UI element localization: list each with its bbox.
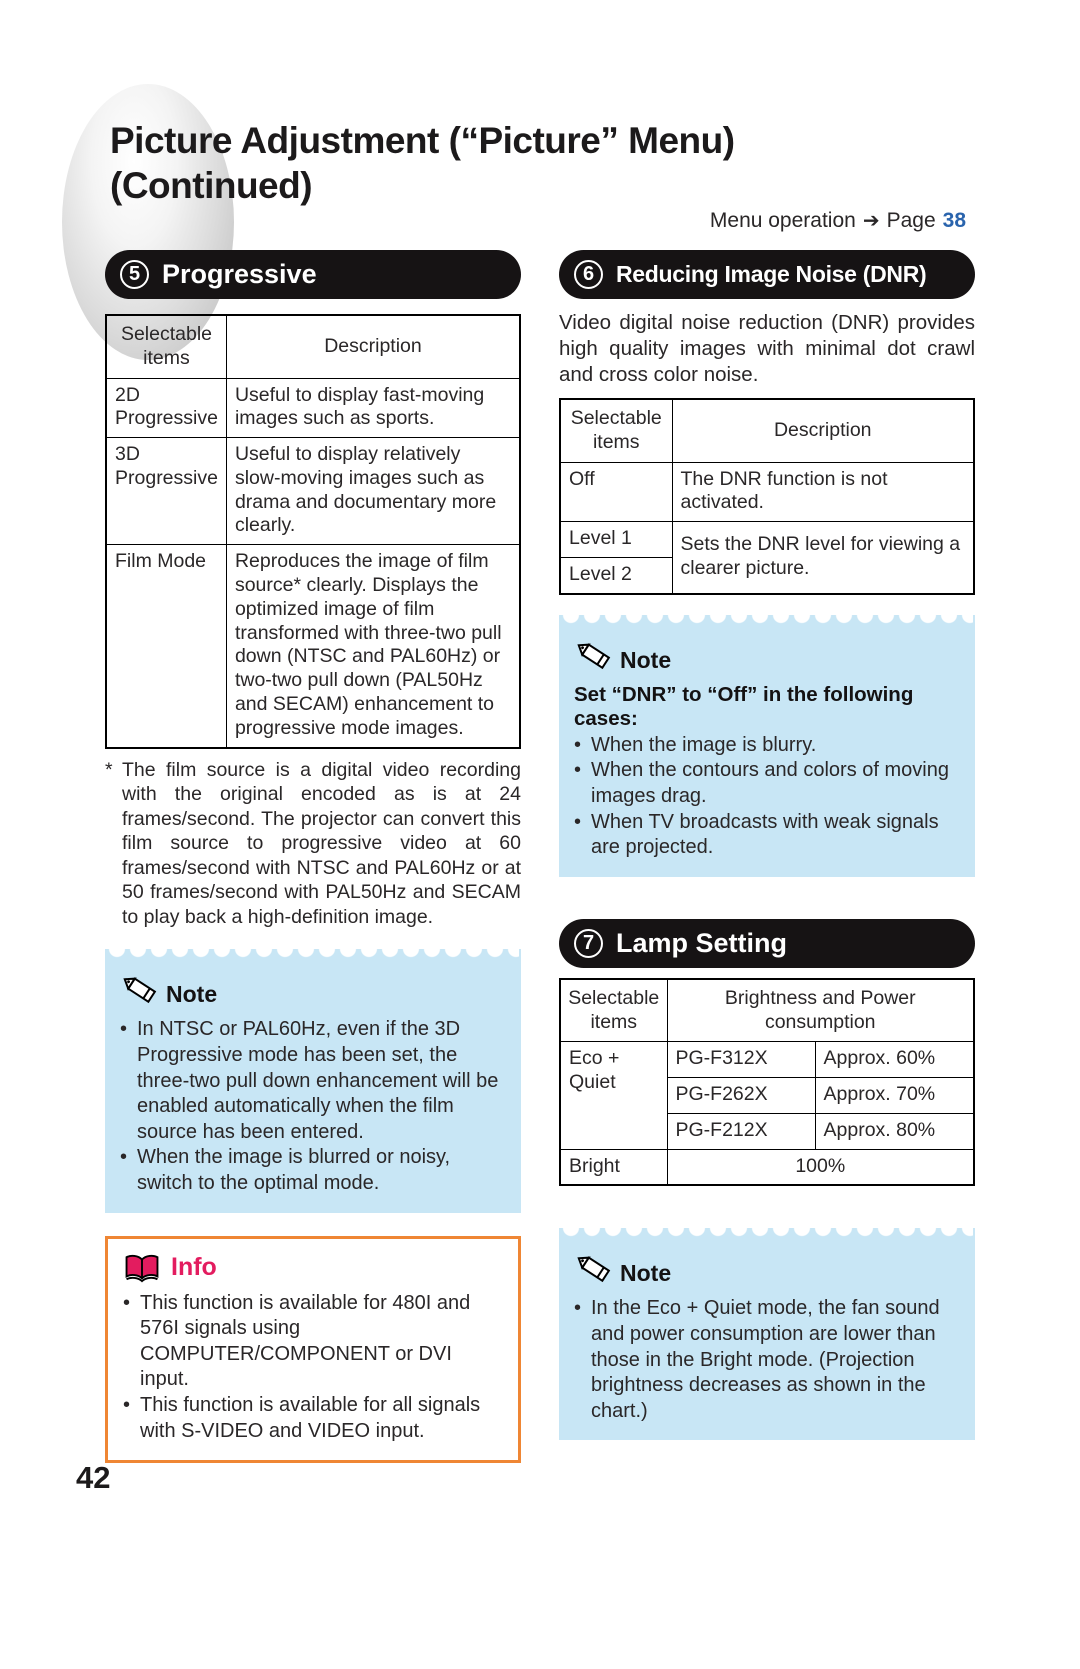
dnr-table xyxy=(559,398,975,595)
page-number: 42 xyxy=(76,1460,111,1495)
section-header-dnr xyxy=(559,250,975,299)
description-cell: Sets the DNR level for viewing a clearer picture. xyxy=(672,522,974,594)
list-item: • When TV broadcasts with weak signals are projected. xyxy=(574,810,960,861)
section-number-badge: 7 xyxy=(574,929,603,958)
note-box-progressive xyxy=(105,949,521,1212)
page-title xyxy=(110,118,735,208)
item-cell: Bright xyxy=(560,1149,667,1185)
two-column-layout xyxy=(105,250,975,1463)
table-row xyxy=(560,462,974,522)
value-cell: Approx. 80% xyxy=(815,1113,974,1149)
item-cell: Eco + Quiet xyxy=(560,1042,667,1149)
note-header xyxy=(574,639,960,675)
note-box-lamp xyxy=(559,1228,975,1440)
list-item: • This function is available for all signals with S-VIDEO and VIDEO input. xyxy=(123,1393,506,1444)
table-header-row xyxy=(560,399,974,462)
section-title: Progressive xyxy=(162,259,317,289)
value-cell: Approx. 60% xyxy=(815,1042,974,1078)
table-row xyxy=(560,1042,974,1078)
table-row xyxy=(106,545,520,748)
list-item: • This function is available for 480I and 576I signals using COMPUTER/COMPONENT or DVI input. xyxy=(123,1291,506,1393)
section-header-progressive xyxy=(105,250,521,299)
table-row xyxy=(560,1149,974,1185)
right-column xyxy=(559,250,975,1463)
note-bullet-list xyxy=(574,733,960,861)
section-header-lamp xyxy=(559,919,975,968)
note-label: Note xyxy=(166,981,218,1008)
list-item: • When the image is blurred or noisy, switch to the optimal mode. xyxy=(120,1145,506,1196)
list-item: • In the Eco + Quiet mode, the fan sound and power consumption are lower than those in the Bright mode. (Projection brightness decreases as shown in the chart.) xyxy=(574,1296,960,1424)
page-title-line1: Picture Adjustment (“Picture” Menu) xyxy=(110,120,735,161)
item-cell: 2D Progressive xyxy=(106,378,226,438)
model-cell: PG-F262X xyxy=(667,1078,815,1114)
item-cell: Off xyxy=(560,462,672,522)
info-box xyxy=(105,1236,521,1464)
dnr-intro-text: Video digital noise reduction (DNR) provides high quality images with minimal dot crawl and cross color noise. xyxy=(559,311,975,387)
section-number-badge: 5 xyxy=(120,260,149,289)
info-bullet-list xyxy=(123,1291,506,1445)
pencil-icon xyxy=(574,1252,616,1288)
info-label: Info xyxy=(171,1253,217,1282)
pencil-icon xyxy=(574,639,616,675)
note-bullet-list xyxy=(574,1296,960,1424)
note-header xyxy=(574,1252,960,1288)
description-cell: Useful to display fast-moving images such as sports. xyxy=(226,378,520,438)
item-cell: Level 2 xyxy=(560,558,672,594)
info-header xyxy=(123,1253,506,1283)
item-cell: 3D Progressive xyxy=(106,438,226,545)
description-cell: Useful to display relatively slow-moving images such as drama and documentary more clearly. xyxy=(226,438,520,545)
item-cell: Film Mode xyxy=(106,545,226,748)
column-header: Brightness and Power consumption xyxy=(667,979,974,1042)
page-title-line2: (Continued) xyxy=(110,165,313,207)
table-row xyxy=(106,378,520,438)
model-cell: PG-F212X xyxy=(667,1113,815,1149)
footnote-text: The film source is a digital video recording with the original encoded as is at 24 frames/second. The projector can convert this film source to progressive video at 60 frames/second with NTSC and PAL60Hz or at 50 frames/second with PAL50Hz and SECAM to play back a high-definition image. xyxy=(122,758,521,928)
column-header: Selectable items xyxy=(106,315,226,378)
section-title: Reducing Image Noise (DNR) xyxy=(616,261,927,287)
table-header-row xyxy=(560,979,974,1042)
pencil-icon xyxy=(120,973,162,1009)
film-source-footnote xyxy=(105,758,521,930)
description-cell: Reproduces the image of film source* clearly. Displays the optimized image of film transformed with three-two pull down (NTSC and PAL60Hz) or two-two pull down (PAL50Hz and SECAM) enhancement to progressive mode images. xyxy=(226,545,520,748)
item-cell: Level 1 xyxy=(560,522,672,558)
section-number-badge: 6 xyxy=(574,260,603,289)
column-header: Description xyxy=(672,399,974,462)
column-header: Selectable items xyxy=(560,979,667,1042)
column-header: Selectable items xyxy=(560,399,672,462)
open-book-icon xyxy=(123,1253,161,1283)
list-item: • When the image is blurry. xyxy=(574,733,960,759)
list-item: • When the contours and colors of moving images drag. xyxy=(574,758,960,809)
value-cell: 100% xyxy=(667,1149,974,1185)
lamp-table xyxy=(559,978,975,1187)
note-header xyxy=(120,973,506,1009)
footnote-marker: * xyxy=(105,758,113,781)
note-label: Note xyxy=(620,1260,672,1287)
right-arrow-icon: ➔ xyxy=(862,210,880,232)
menu-operation-label: Menu operation xyxy=(709,208,856,232)
section-title: Lamp Setting xyxy=(616,927,788,958)
left-column xyxy=(105,250,521,1463)
page-ref-link[interactable]: 38 xyxy=(942,208,966,232)
model-cell: PG-F312X xyxy=(667,1042,815,1078)
note-heading: Set “DNR” to “Off” in the following cases: xyxy=(574,682,914,730)
note-bullet-list xyxy=(120,1017,506,1196)
menu-operation-reference xyxy=(710,208,966,233)
table-header-row xyxy=(106,315,520,378)
note-box-dnr xyxy=(559,615,975,877)
table-row xyxy=(560,522,974,558)
list-item: • In NTSC or PAL60Hz, even if the 3D Progressive mode has been set, the three-two pull down enhancement will be enabled automatically when the film source has been entered. xyxy=(120,1017,506,1145)
note-label: Note xyxy=(620,646,672,673)
description-cell: The DNR function is not activated. xyxy=(672,462,974,522)
progressive-table xyxy=(105,314,521,749)
column-header: Description xyxy=(226,315,520,378)
page-ref-label: Page xyxy=(886,208,936,232)
table-row xyxy=(106,438,520,545)
value-cell: Approx. 70% xyxy=(815,1078,974,1114)
